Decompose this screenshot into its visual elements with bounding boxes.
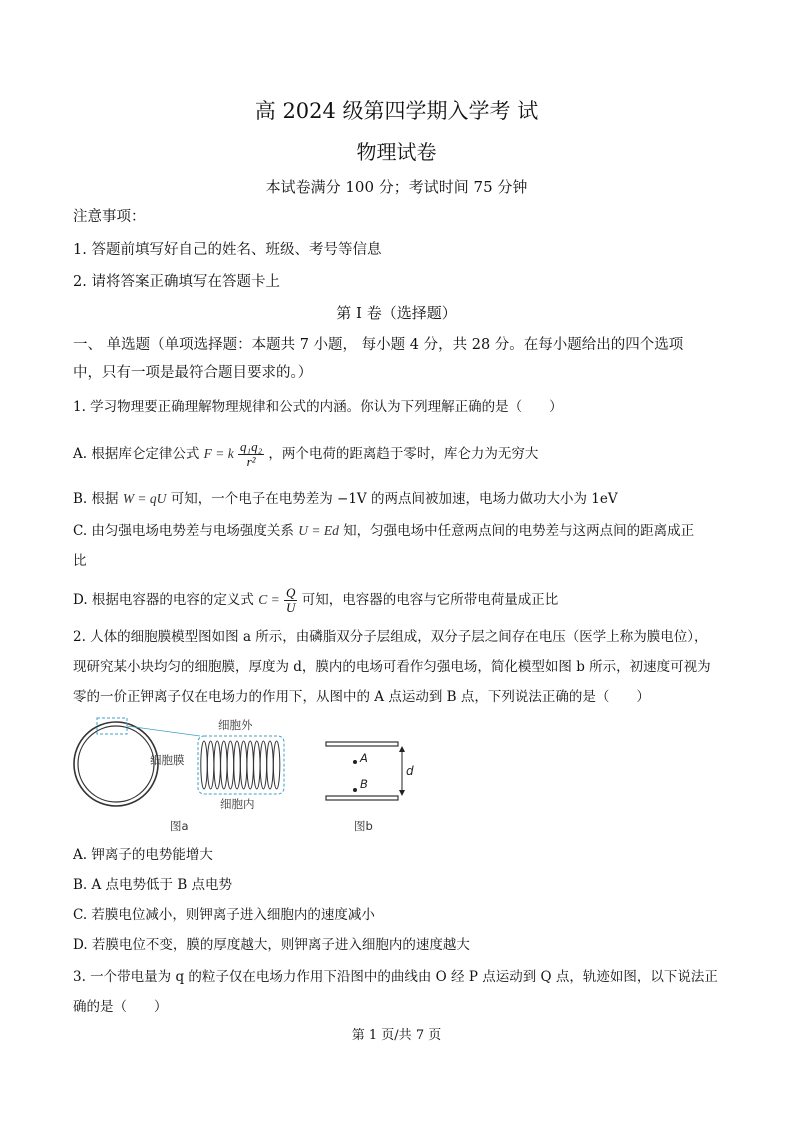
section-intro-line1: 一、 单选题（单项选择题：本题共 7 小题， 每小题 4 分，共 28 分。在每小题给出的四个选项 bbox=[73, 337, 684, 353]
q3-stem-line1: 3. 一个带电量为 q 的粒子仅在电场力作用下沿图中的曲线由 O 经 P 点运动到 Q 点，轨迹如图，以下说法正 bbox=[73, 969, 718, 985]
lipid-molecule bbox=[267, 741, 273, 789]
q1-option-d bbox=[73, 586, 723, 615]
q1-d-fraction bbox=[284, 586, 297, 615]
figure-b-plate-model bbox=[322, 738, 422, 838]
fig-a-caption: 图a bbox=[170, 819, 189, 833]
lipid-molecule bbox=[214, 741, 220, 789]
q2-option-c: C. 若膜电位减小，则钾离子进入细胞内的速度减小 bbox=[73, 907, 375, 923]
lipid-molecule bbox=[234, 741, 240, 789]
q1-b-post: 可知，一个电子在电势差为 −1V 的两点间被加速，电场力做功大小为 1eV bbox=[170, 491, 618, 507]
arrow-head-up bbox=[399, 746, 405, 752]
score-info: 本试卷满分 100 分；考试时间 75 分钟 bbox=[265, 178, 528, 196]
notes-item-2: 2. 请将答案正确填写在答题卡上 bbox=[73, 274, 280, 290]
exam-subject: 物理试卷 bbox=[356, 140, 437, 164]
q2-stem-line2: 现研究某小块均匀的细胞膜，厚度为 d，膜内的电场可看作匀强电场，简化模型如图 b 所示，初速度可视为 bbox=[73, 659, 711, 675]
q1-stem: 1. 学习物理要正确理解物理规律和公式的内涵。你认为下列理解正确的是（ ） bbox=[73, 399, 563, 415]
fig-b-caption: 图b bbox=[354, 819, 373, 833]
upper-plate bbox=[326, 742, 398, 746]
fig-a-label-outside: 细胞外 bbox=[218, 718, 253, 732]
lower-plate bbox=[326, 796, 398, 800]
q1-d-denominator: U bbox=[286, 600, 296, 615]
q1-b-formula: W = qU bbox=[122, 491, 167, 506]
q2-option-d: D. 若膜电位不变，膜的厚度越大，则钾离子进入细胞内的速度越大 bbox=[73, 937, 470, 953]
q1-d-post: 可知，电容器的电容与它所带电荷量成正比 bbox=[301, 592, 559, 608]
cell-outer-circle bbox=[74, 722, 158, 806]
q1-a-formula-lhs: F = k bbox=[203, 446, 234, 461]
q1-d-formula-lhs: C = bbox=[258, 592, 280, 607]
q1-a-numerator: q₁q₂ bbox=[240, 439, 263, 454]
q1-c-post: 知，匀强电场中任意两点间的电势差与这两点间的距离成正 bbox=[343, 523, 695, 539]
q1-option-a bbox=[73, 440, 723, 469]
lipid-molecule bbox=[201, 741, 207, 789]
q1-option-c bbox=[73, 520, 723, 542]
q2-stem-line1: 2. 人体的细胞膜模型图如图 a 所示，由磷脂双分子层组成，双分子层之间存在电压（医学上称为膜电位）， bbox=[73, 629, 708, 645]
lipid-bilayer bbox=[201, 741, 280, 789]
q1-a-pre: A. 根据库仑定律公式 bbox=[73, 446, 200, 462]
fig-b-label-a: A bbox=[360, 751, 368, 765]
fig-a-label-membrane: 细胞膜 bbox=[150, 753, 185, 767]
q1-option-b bbox=[73, 488, 723, 510]
q1-a-post: ，两个电荷的距离趋于零时，库仑力为无穷大 bbox=[268, 446, 539, 462]
zoom-line bbox=[127, 726, 200, 736]
notes-item-1: 1. 答题前填写好自己的姓名、班级、考号等信息 bbox=[73, 242, 382, 258]
q1-c-formula: U = Ed bbox=[298, 523, 339, 538]
lipid-molecule bbox=[247, 741, 253, 789]
page-footer: 第 1 页/共 7 页 bbox=[351, 1028, 442, 1043]
section-title: 第 I 卷（选择题） bbox=[336, 304, 457, 322]
figure-a-cell-membrane bbox=[70, 712, 300, 836]
q1-d-pre: D. 根据电容器的电容的定义式 bbox=[73, 592, 254, 608]
q1-a-denominator: r² bbox=[246, 454, 256, 469]
q2-option-a: A. 钾离子的电势能增大 bbox=[73, 847, 213, 863]
exam-title: 高 2024 级第四学期入学考 试 bbox=[254, 99, 539, 123]
fig-b-label-d: d bbox=[406, 764, 414, 778]
section-intro-line2: 中，只有一项是最符合题目要求的。） bbox=[73, 365, 313, 381]
q1-c-pre: C. 由匀强电场电势差与电场强度关系 bbox=[73, 523, 294, 539]
lipid-molecule bbox=[240, 741, 246, 789]
zoom-detail-box bbox=[198, 736, 284, 794]
cell-inner-circle bbox=[78, 726, 154, 802]
q1-option-c-line2: 比 bbox=[73, 553, 87, 569]
lipid-molecule bbox=[221, 741, 227, 789]
arrow-head-down bbox=[399, 790, 405, 796]
lipid-molecule bbox=[207, 741, 213, 789]
lipid-molecule bbox=[273, 741, 279, 789]
lipid-molecule bbox=[260, 741, 266, 789]
lipid-molecule bbox=[254, 741, 260, 789]
point-a bbox=[353, 760, 357, 764]
q1-d-numerator: Q bbox=[286, 585, 296, 600]
q1-b-pre: B. 根据 bbox=[73, 491, 119, 507]
q2-option-b: B. A 点电势低于 B 点电势 bbox=[73, 877, 233, 893]
point-b bbox=[353, 788, 357, 792]
notes-heading: 注意事项： bbox=[73, 209, 146, 225]
lipid-molecule bbox=[227, 741, 233, 789]
q3-stem-line2: 确的是（ ） bbox=[73, 999, 168, 1015]
fig-a-label-inside: 细胞内 bbox=[220, 797, 255, 811]
fig-b-label-b: B bbox=[360, 777, 368, 791]
q1-a-fraction bbox=[238, 440, 264, 469]
q2-stem-line3: 零的一价正钾离子仅在电场力的作用下，从图中的 A 点运动到 B 点，下列说法正确的是（ ） bbox=[73, 689, 650, 705]
